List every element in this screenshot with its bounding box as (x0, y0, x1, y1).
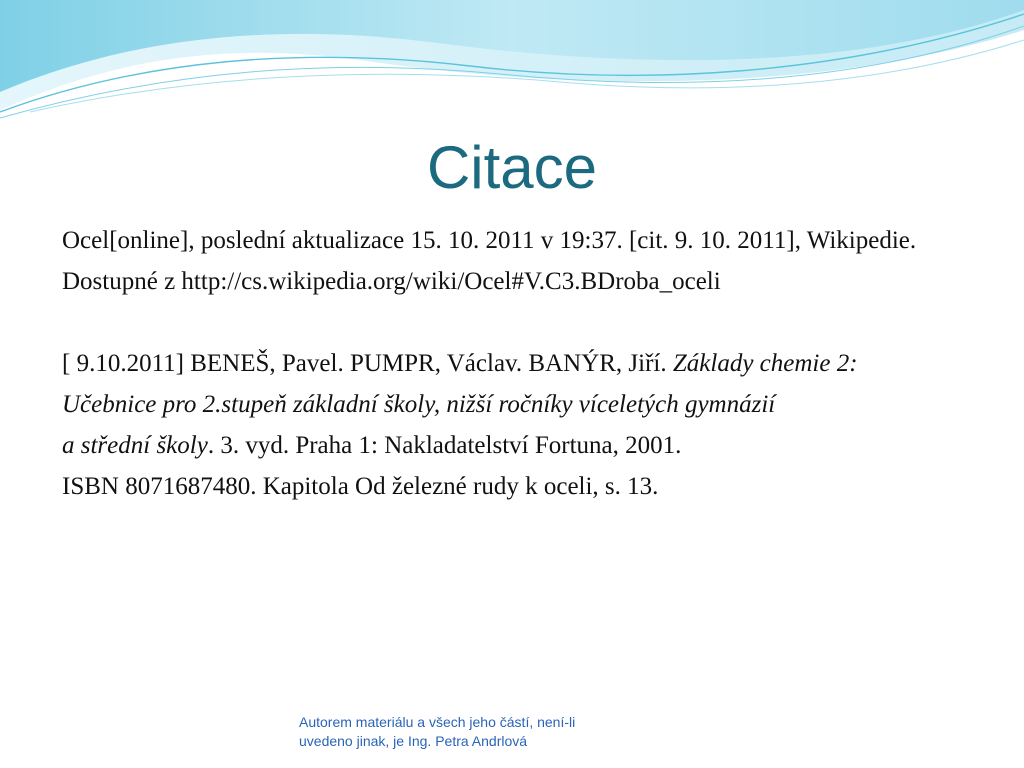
citation-body (62, 220, 962, 507)
citation-2-book-title-1: Základy chemie 2: (672, 350, 858, 377)
citation-2-authors: [ 9.10.2011] BENEŠ, Pavel. PUMPR, Václav. BANÝR, Jiří. (62, 350, 673, 377)
citation-2-publication: . 3. vyd. Praha 1: Nakladatelství Fortuna, 2001. (207, 432, 682, 459)
footer-line-1: Autorem materiálu a všech jeho částí, není-li (299, 714, 576, 730)
citation-1-line-1: Ocel[online], poslední aktualizace 15. 10. 2011 v 19:37. [cit. 9. 10. 2011], Wikipedie. (62, 227, 917, 254)
footer-line-2: uvedeno jinak, je Ing. Petra Andrlová (299, 733, 528, 749)
slide-title: Citace (426, 134, 598, 201)
citation-1-line-2: Dostupné z http://cs.wikipedia.org/wiki/Ocel#V.C3.BDroba_oceli (62, 268, 721, 295)
citation-2-book-title-3: a střední školy (62, 432, 208, 459)
citation-2-isbn: ISBN 8071687480. Kapitola Od železné rudy k oceli, s. 13. (62, 473, 659, 500)
citation-2-line-1 (62, 343, 962, 384)
author-footer (299, 713, 679, 751)
citation-2-line-3 (62, 425, 962, 466)
decorative-wave-header (0, 0, 1024, 130)
citation-2-book-title-2: Učebnice pro 2.stupeň základní školy, nižší ročníky víceletých gymnázií (62, 391, 776, 418)
paragraph-gap (62, 302, 962, 343)
